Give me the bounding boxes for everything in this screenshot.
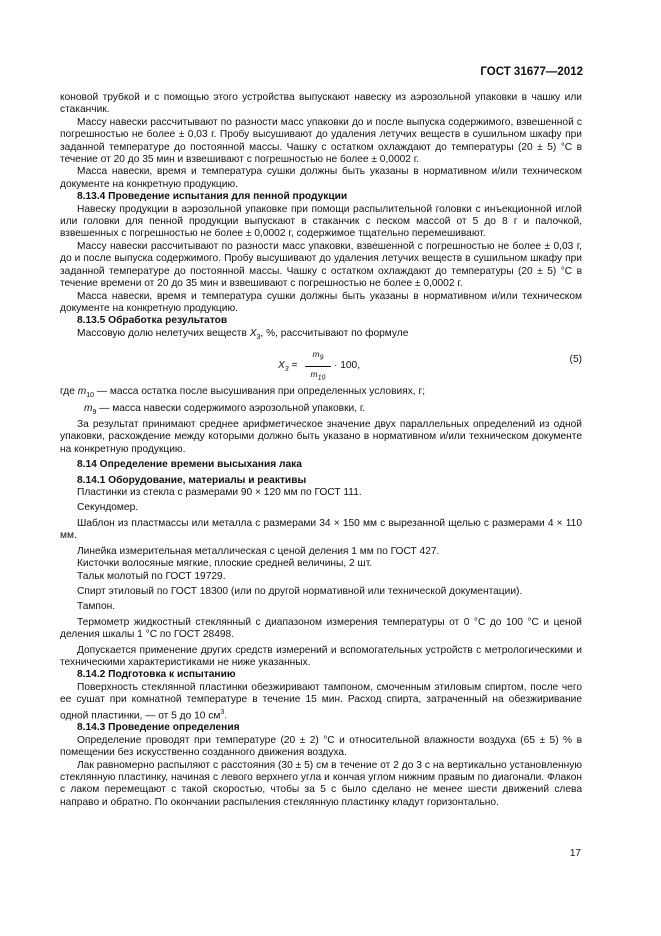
subscript: 10 bbox=[86, 392, 94, 400]
equipment-item: Линейка измерительная металлическая с ценой деления 1 мм по ГОСТ 427. bbox=[77, 545, 440, 557]
paragraph: Массу навески рассчитывают по разности масс упаковки до и после выпуска содержимого, взвешенной с погрешностью не более ± 0,03 г. Пробу высушивают до удаления летучих веществ в сушильном шкафу при заданной температуре до постоянной массы. Чашку с остатком охлаждают до температуры (20 ± 5) °С в течение от 20 до 35 мин и взвешивают с погрешностью не более ± 0,0002 г. bbox=[60, 116, 582, 166]
section-heading-8-14-3: 8.14.3 Проведение определения bbox=[77, 722, 240, 734]
text: где bbox=[60, 386, 78, 398]
paragraph: коновой трубкой и с помощью этого устройства выпускают навеску из аэрозольной упаковки в чашку или стаканчик. bbox=[60, 92, 582, 116]
paragraph: Лак равномерно распыляют с расстояния (30 ± 5) см в течение от 2 до 3 с на вертикально установленную стеклянную пластинку, начиная с левого верхнего угла и кончая углом нижним правым по диагонали. Флакон с лаком перемещают с такой скоростью, чтобы за 5 с было сделано не менее шести движений слева направо и обратно. По окончании распыления стеклянную пластинку кладут горизонтально. bbox=[60, 759, 582, 808]
equipment-item: Секундомер. bbox=[77, 502, 139, 514]
equipment-item: Термометр жидкостный стеклянный с диапазоном измерения температуры от 0 °С до 100 °С и ценой деления шкалы 1 °С по ГОСТ 28498. bbox=[60, 616, 582, 641]
fraction-bar bbox=[305, 366, 331, 367]
paragraph: Масса навески, время и температура сушки должны быть указаны в нормативном и/или техническом документе на конкретную продукцию. bbox=[60, 290, 582, 314]
paragraph: За результат принимают среднее арифметическое значение двух параллельных определений из одной упаковки, расхождение между которыми должно быть указано в нормативном и/или техническом документе на конкретную продукцию. bbox=[60, 419, 582, 455]
paragraph bbox=[60, 682, 582, 723]
paragraph: Навеску продукции в аэрозольной упаковке при помощи распылительной головки с инъекционной иглой или головки для пенной продукции выпускают в стаканчик с песком массой от 5 до 8 г и палочкой, взвешенных с погрешностью не более ± 0,0002 г, содержимое тщательно перемешивают. bbox=[60, 203, 582, 240]
section-heading-8-14-1: 8.14.1 Оборудование, материалы и реактивы bbox=[77, 474, 307, 486]
document-body bbox=[60, 92, 582, 809]
equals-sign: = bbox=[288, 360, 298, 372]
text: — масса остатка после высушивания при определенных условиях, г; bbox=[94, 386, 426, 398]
subscript: 9 bbox=[319, 354, 324, 362]
equipment-item: Спирт этиловый по ГОСТ 18300 (или по другой нормативной или технической документации). bbox=[77, 585, 523, 597]
subscript: 10 bbox=[317, 374, 326, 382]
section-heading-8-14: 8.14 Определение времени высыхания лака bbox=[77, 459, 302, 471]
section-heading-8-14-2: 8.14.2 Подготовка к испытанию bbox=[77, 669, 236, 681]
subscript: 9 bbox=[92, 408, 97, 416]
superscript: 3 bbox=[220, 708, 225, 716]
variable: m bbox=[312, 349, 320, 360]
equipment-item: Тампон. bbox=[77, 601, 116, 613]
variable: m bbox=[84, 402, 93, 414]
formula-5 bbox=[60, 346, 582, 384]
formula-multiplier: · 100, bbox=[334, 360, 361, 372]
equipment-item: Шаблон из пластмассы или металла с размерами 34 × 150 мм с вырезанной щелью с размерами 4 × 110 мм. bbox=[60, 517, 582, 542]
formula-fraction bbox=[305, 348, 331, 384]
standard-header: ГОСТ 31677—2012 bbox=[480, 66, 583, 78]
variable: m bbox=[310, 368, 318, 379]
formula-number: (5) bbox=[569, 354, 582, 366]
formula-legend-item bbox=[60, 386, 582, 402]
equipment-item: Пластинки из стекла с размерами 90 × 120 мм по ГОСТ 111. bbox=[77, 487, 362, 499]
paragraph: Определение проводят при температуре (20 ± 2) °С и относительной влажности воздуха (65 ± 5) % в помещении без искусственно созданного движения воздуха. bbox=[60, 734, 582, 759]
equipment-item: Тальк молотый по ГОСТ 19729. bbox=[77, 570, 226, 582]
subscript: 3 bbox=[284, 366, 289, 374]
text: , %, рассчитывают по формуле bbox=[260, 327, 409, 339]
formula-intro bbox=[60, 328, 582, 344]
variable: X bbox=[249, 327, 257, 339]
paragraph: Масса навески, время и температура сушки должны быть указаны в нормативном и/или техническом документе на конкретную продукцию. bbox=[60, 166, 582, 190]
section-heading-8-13-4: 8.13.4 Проведение испытания для пенной продукции bbox=[77, 191, 348, 203]
denominator bbox=[305, 368, 331, 385]
variable: X bbox=[278, 360, 285, 372]
paragraph: Допускается применение других средств измерений и вспомогательных устройств с метрологическими и техническими характеристиками не ниже указанных. bbox=[60, 644, 582, 668]
subscript: 3 bbox=[256, 333, 261, 341]
text: Поверхность стеклянной пластинки обезжиривают тампоном, смоченным этиловым спиртом, после чего ее сушат при комнатной температуре в течение 15 мин. Расход спирта, затраченный на обезжиривание одной пластинки, — от 5 до 10 см bbox=[60, 681, 582, 721]
section-heading-8-13-5: 8.13.5 Обработка результатов bbox=[77, 315, 228, 327]
page-number: 17 bbox=[569, 848, 581, 859]
equipment-item: Кисточки волосяные мягкие, плоские средней величины, 2 шт. bbox=[77, 558, 373, 570]
text: Массовую долю нелетучих веществ bbox=[77, 327, 250, 339]
formula-lhs bbox=[278, 360, 297, 376]
variable: m bbox=[77, 386, 87, 398]
numerator bbox=[305, 348, 331, 365]
text: — масса навески содержимого аэрозольной упаковки, г. bbox=[96, 402, 366, 414]
text: . bbox=[224, 709, 228, 721]
formula-legend-item bbox=[60, 403, 582, 419]
paragraph: Массу навески рассчитывают по разности масс упаковки, взвешенной с погрешностью не более ± 0,03 г, до и после выпуска содержимого. Пробу высушивают до удаления летучих веществ в сушильном шкафу при заданной температуре до постоянной массы. Чашку с остатком охлаждают до температуры (20 ± 5) °С в течение времени от 20 до 35 мин и взвешивают с погрешностью не более ± 0,0002 г. bbox=[60, 240, 582, 290]
